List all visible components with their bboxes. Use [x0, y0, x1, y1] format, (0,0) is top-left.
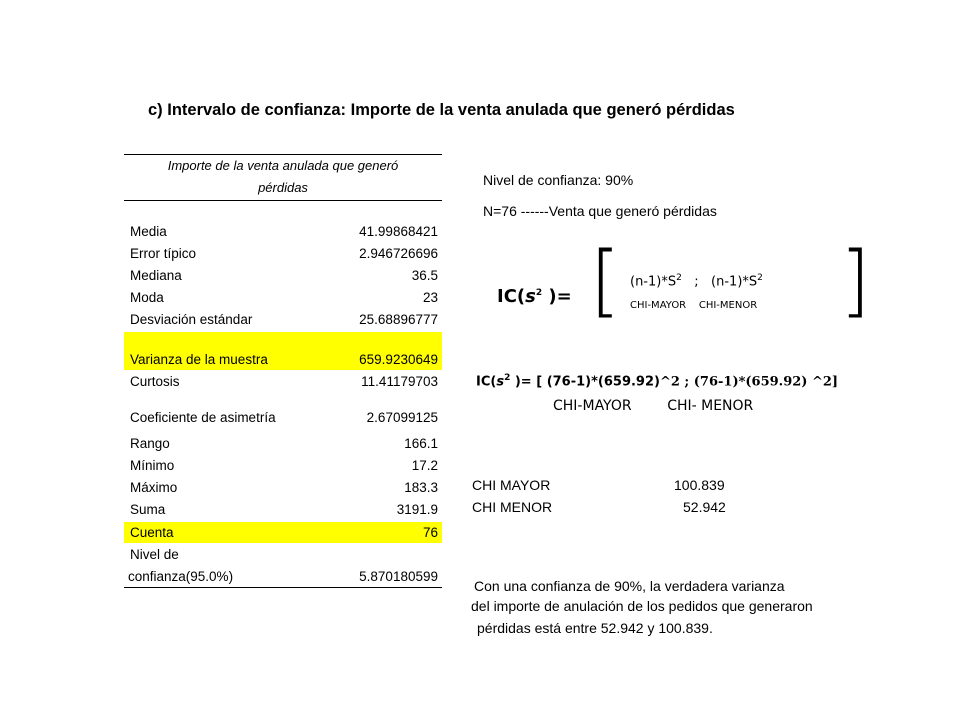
row-value: 76 [422, 525, 438, 540]
table-row [124, 408, 442, 428]
substitution-lhs: IC( [476, 374, 497, 390]
substitution-den-left: CHI-MAYOR [553, 398, 632, 414]
formula-denominator [630, 300, 757, 311]
table-row [124, 478, 442, 498]
row-label: Varianza de la muestra [130, 352, 268, 367]
substitution-den-right: CHI- MENOR [667, 398, 754, 414]
chi-menor-label: CHI MENOR [472, 499, 553, 515]
substitution-formula [476, 373, 838, 389]
table-row [124, 500, 442, 520]
row-value: 11.41179703 [361, 374, 438, 389]
row-label: Curtosis [130, 374, 180, 389]
row-label: Máximo [130, 480, 178, 495]
table-row [124, 266, 442, 286]
table-row [124, 543, 442, 587]
formula-lhs-end: )= [542, 286, 572, 307]
row-value: 25.68896777 [359, 312, 438, 327]
row-label-continued: confianza(95.0%) [128, 569, 234, 584]
row-value: 17.2 [411, 458, 438, 473]
substitution-part1: )= [ (76-1)*(659.92) [510, 374, 660, 390]
formula-exponent: 2 [535, 288, 543, 298]
table-row-highlighted [124, 522, 442, 543]
row-label: Nivel de [130, 547, 179, 562]
row-value: 5.870180599 [359, 569, 438, 584]
row-value: 659.9230649 [359, 352, 438, 367]
conclusion-line3: pérdidas está entre 52.942 y 100.839. [477, 620, 713, 636]
chi-mayor-value: 100.839 [674, 477, 725, 493]
row-value: 23 [422, 290, 438, 305]
row-value: 183.3 [404, 480, 438, 495]
page-title: c) Intervalo de confianza: Importe de la venta anulada que generó pérdidas [148, 101, 735, 119]
table-row [124, 372, 442, 392]
numerator-right-exponent: 2 [757, 273, 763, 283]
table-row [124, 456, 442, 476]
table-header-line1: Importe de la venta anulada que generó [167, 158, 399, 173]
table-row [124, 310, 442, 330]
open-bracket: [ [590, 236, 621, 326]
row-label: Suma [130, 502, 166, 517]
row-value: 2.67099125 [366, 410, 438, 425]
table-bottom-rule [124, 587, 442, 588]
substitution-denominator [553, 398, 753, 414]
confidence-level: Nivel de confianza: 90% [483, 172, 634, 188]
formula-numerator [630, 273, 763, 289]
chi-menor-value: 52.942 [683, 499, 726, 515]
row-label: Moda [130, 290, 164, 305]
row-value: 41.99868421 [359, 224, 438, 239]
row-value: 36.5 [411, 268, 438, 283]
table-header [124, 154, 442, 201]
numerator-right: (n-1)*S [711, 274, 758, 290]
table-row [124, 288, 442, 308]
chi-mayor-label: CHI MAYOR [472, 477, 551, 493]
table-header-line2: pérdidas [258, 180, 308, 195]
row-label: Mínimo [130, 458, 175, 473]
row-value: 2.946726696 [359, 246, 438, 261]
formula-lhs [497, 286, 572, 307]
row-label: Error típico [130, 246, 197, 261]
conclusion-line2: del importe de anulación de los pedidos que generaron [471, 598, 813, 614]
stats-table [124, 154, 442, 584]
row-value: 166.1 [404, 436, 438, 451]
conclusion-line1: Con una confianza de 90%, la verdadera varianza [474, 578, 785, 594]
row-label: Coeficiente de asimetría [130, 410, 276, 425]
row-label: Media [130, 224, 167, 239]
row-label: Cuenta [130, 525, 174, 540]
table-row [124, 244, 442, 264]
denominator-right: CHI-MENOR [698, 300, 758, 311]
row-label: Rango [130, 436, 170, 451]
substitution-part2: ^2 ; (76-1)*(659.92) ^2] [659, 374, 839, 390]
formula-variable: s [525, 286, 536, 307]
sample-size: N=76 ------Venta que generó pérdidas [483, 203, 717, 219]
numerator-left-exponent: 2 [676, 273, 682, 283]
table-row [124, 222, 442, 242]
row-label: Desviación estándar [130, 312, 253, 327]
row-value: 3191.9 [396, 502, 438, 517]
numerator-left: (n-1)*S [630, 274, 677, 290]
row-label: Mediana [130, 268, 182, 283]
formula-lhs-start: IC( [497, 286, 526, 307]
substitution-variable: s [496, 374, 505, 390]
denominator-left: CHI-MAYOR [630, 300, 687, 311]
substitution-exponent: 2 [504, 373, 511, 383]
table-row-highlighted [124, 332, 442, 370]
table-row [124, 434, 442, 454]
formula-separator: ; [694, 274, 699, 290]
close-bracket: ] [840, 236, 871, 326]
